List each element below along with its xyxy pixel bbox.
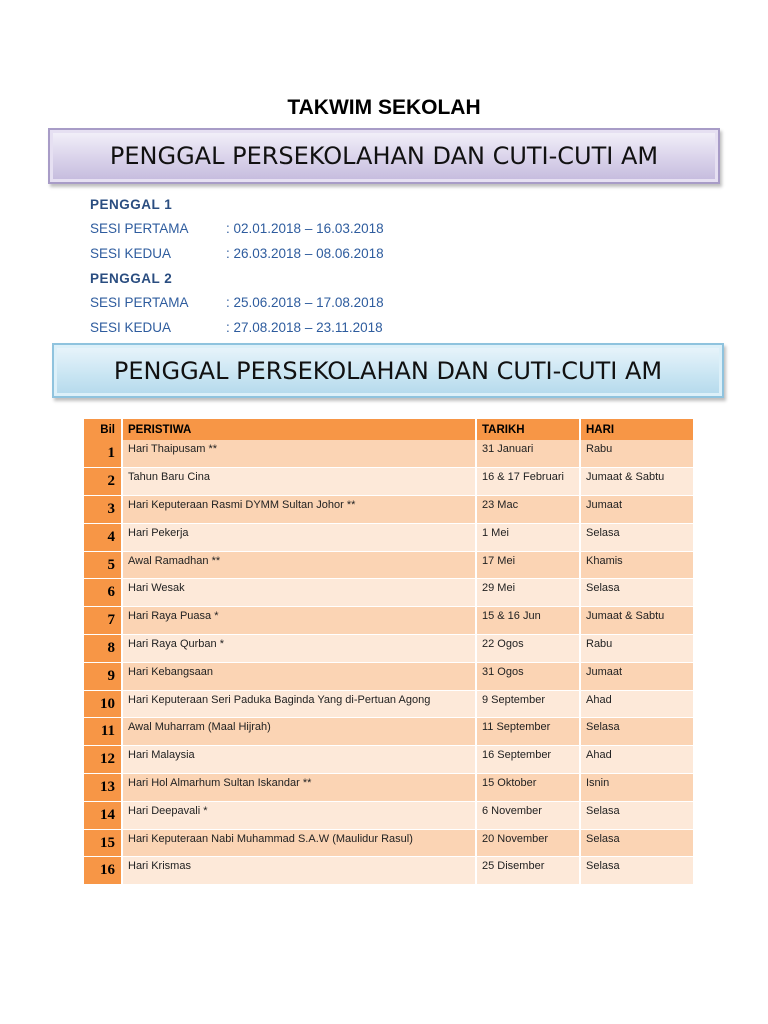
row-number: 13 — [84, 774, 122, 802]
row-number: 12 — [84, 746, 122, 774]
cell-event: Hari Pekerja — [122, 523, 476, 551]
cell-day: Selasa — [580, 829, 694, 857]
row-number: 6 — [84, 579, 122, 607]
row-number: 14 — [84, 801, 122, 829]
term-heading: PENGGAL 1 — [90, 196, 173, 212]
cell-date: 23 Mac — [476, 496, 580, 524]
table-row — [84, 718, 694, 746]
cell-day: Ahad — [580, 690, 694, 718]
session-row — [90, 315, 510, 340]
holiday-table — [84, 419, 695, 885]
cell-event: Awal Ramadhan ** — [122, 551, 476, 579]
table-row — [84, 774, 694, 802]
cell-date: 16 September — [476, 746, 580, 774]
page-title: TAKWIM SEKOLAH — [287, 96, 481, 119]
cell-event: Hari Thaipusam ** — [122, 440, 476, 468]
session-dates: : 25.06.2018 – 17.08.2018 — [226, 295, 384, 311]
cell-event: Hari Keputeraan Nabi Muhammad S.A.W (Maulidur Rasul) — [122, 829, 476, 857]
header-event: PERISTIWA — [122, 419, 476, 440]
cell-date: 15 & 16 Jun — [476, 607, 580, 635]
cell-event: Hari Malaysia — [122, 746, 476, 774]
row-number: 2 — [84, 468, 122, 496]
table-header-row — [84, 419, 694, 440]
row-number: 9 — [84, 662, 122, 690]
cell-event: Hari Kebangsaan — [122, 662, 476, 690]
cell-event: Hari Deepavali * — [122, 801, 476, 829]
cell-day: Selasa — [580, 523, 694, 551]
table-row — [84, 607, 694, 635]
cell-day: Jumaat — [580, 496, 694, 524]
row-number: 8 — [84, 635, 122, 663]
cell-event: Hari Raya Qurban * — [122, 635, 476, 663]
table-row — [84, 690, 694, 718]
row-number: 1 — [84, 440, 122, 468]
session-dates: : 27.08.2018 – 23.11.2018 — [226, 319, 383, 335]
cell-event: Awal Muharram (Maal Hijrah) — [122, 718, 476, 746]
cell-event: Hari Keputeraan Seri Paduka Baginda Yang di-Pertuan Agong — [122, 690, 476, 718]
cell-day: Khamis — [580, 551, 694, 579]
cell-event: Hari Keputeraan Rasmi DYMM Sultan Johor ** — [122, 496, 476, 524]
cell-date: 20 November — [476, 829, 580, 857]
term-list — [90, 192, 510, 340]
cell-event: Hari Hol Almarhum Sultan Iskandar ** — [122, 774, 476, 802]
table-row — [84, 857, 694, 885]
session-row — [90, 290, 510, 315]
cell-date: 17 Mei — [476, 551, 580, 579]
table-row — [84, 635, 694, 663]
cell-day: Isnin — [580, 774, 694, 802]
cell-day: Jumaat & Sabtu — [580, 607, 694, 635]
row-number: 3 — [84, 496, 122, 524]
cell-day: Selasa — [580, 801, 694, 829]
table-row — [84, 579, 694, 607]
cell-date: 6 November — [476, 801, 580, 829]
term-heading: PENGGAL 2 — [90, 270, 173, 286]
cell-day: Jumaat & Sabtu — [580, 468, 694, 496]
session-label: SESI KEDUA — [90, 319, 172, 335]
table-row — [84, 662, 694, 690]
cell-date: 15 Oktober — [476, 774, 580, 802]
header-day: HARI — [580, 419, 694, 440]
cell-date: 31 Ogos — [476, 662, 580, 690]
cell-event: Hari Raya Puasa * — [122, 607, 476, 635]
row-number: 7 — [84, 607, 122, 635]
session-label: SESI PERTAMA — [90, 295, 189, 311]
cell-day: Selasa — [580, 857, 694, 885]
table-row — [84, 801, 694, 829]
cell-date: 29 Mei — [476, 579, 580, 607]
table-row — [84, 468, 694, 496]
session-dates: : 02.01.2018 – 16.03.2018 — [226, 221, 384, 237]
table-row — [84, 551, 694, 579]
session-label: SESI KEDUA — [90, 245, 172, 261]
cell-date: 1 Mei — [476, 523, 580, 551]
cell-event: Tahun Baru Cina — [122, 468, 476, 496]
session-label: SESI PERTAMA — [90, 221, 189, 237]
row-number: 4 — [84, 523, 122, 551]
row-number: 11 — [84, 718, 122, 746]
row-number: 10 — [84, 690, 122, 718]
cell-day: Rabu — [580, 440, 694, 468]
cell-date: 22 Ogos — [476, 635, 580, 663]
cell-date: 25 Disember — [476, 857, 580, 885]
cell-day: Ahad — [580, 746, 694, 774]
section-banner-holidays: PENGGAL PERSEKOLAHAN DAN CUTI-CUTI AM — [52, 343, 724, 398]
cell-day: Jumaat — [580, 662, 694, 690]
header-bil: Bil — [84, 419, 122, 440]
holiday-table-body — [84, 440, 694, 885]
cell-day: Selasa — [580, 579, 694, 607]
session-dates: : 26.03.2018 – 08.06.2018 — [226, 245, 384, 261]
cell-event: Hari Krismas — [122, 857, 476, 885]
cell-date: 11 September — [476, 718, 580, 746]
section-banner-terms: PENGGAL PERSEKOLAHAN DAN CUTI-CUTI AM — [48, 128, 720, 184]
row-number: 16 — [84, 857, 122, 885]
cell-date: 9 September — [476, 690, 580, 718]
row-number: 5 — [84, 551, 122, 579]
cell-day: Selasa — [580, 718, 694, 746]
session-row — [90, 241, 510, 266]
table-row — [84, 523, 694, 551]
cell-date: 31 Januari — [476, 440, 580, 468]
table-row — [84, 440, 694, 468]
cell-date: 16 & 17 Februari — [476, 468, 580, 496]
table-row — [84, 496, 694, 524]
session-row — [90, 217, 510, 242]
row-number: 15 — [84, 829, 122, 857]
cell-event: Hari Wesak — [122, 579, 476, 607]
cell-day: Rabu — [580, 635, 694, 663]
table-row — [84, 746, 694, 774]
table-row — [84, 829, 694, 857]
header-date: TARIKH — [476, 419, 580, 440]
